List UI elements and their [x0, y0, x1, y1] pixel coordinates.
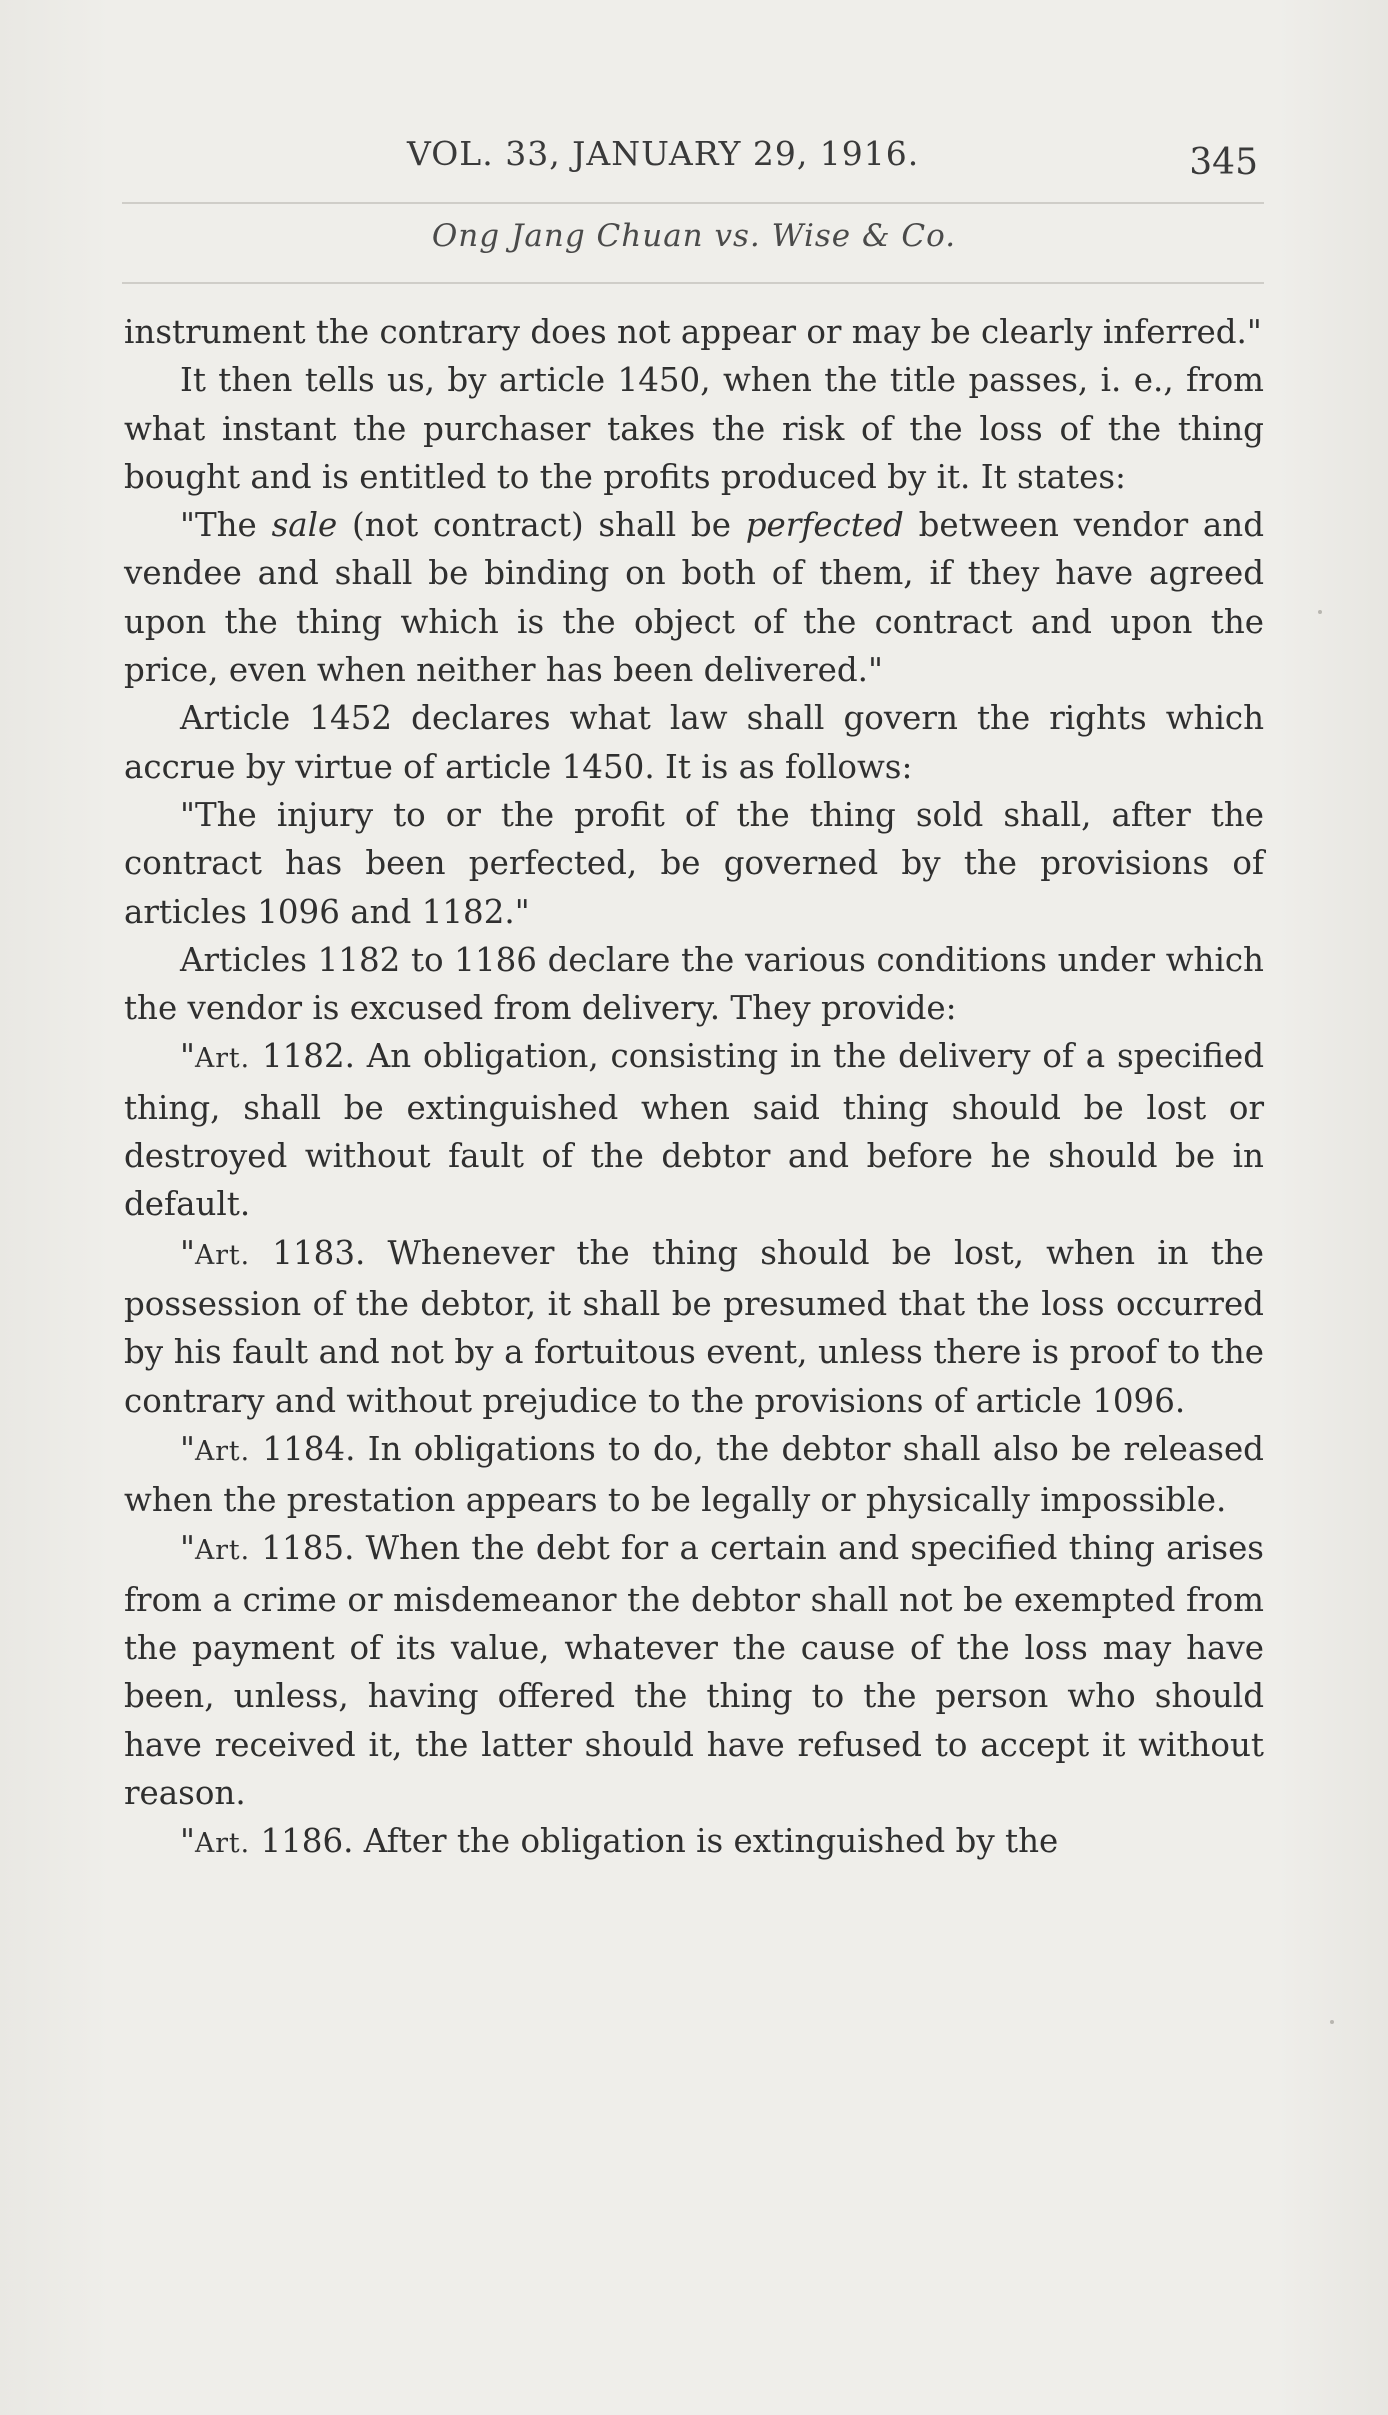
paragraph-article-1450-quote: "The sale (not contract) shall be perfected between vendor and vendee and shall be binding on both of them, if they have agreed upon the thing which is the object of the contract and upon the price, even when neither has been delivered.": [124, 506, 1264, 690]
paragraph-art-1186: "Art. 1186. After the obligation is extinguished by the: [180, 1822, 1059, 1861]
emphasis-perfected: perfected: [745, 506, 904, 545]
art-label: Art.: [194, 1043, 251, 1075]
art-label: Art.: [194, 1239, 251, 1271]
running-head: VOL. 33, JANUARY 29, 1916.: [407, 134, 920, 173]
case-title: Ong Jang Chuan vs. Wise & Co.: [431, 218, 957, 254]
paragraph-articles-1182-1186-intro: Articles 1182 to 1186 declare the various conditions under which the vendor is excused from delivery. They provide:: [124, 940, 1264, 1028]
paragraph-article-1452-intro: Article 1452 declares what law shall govern the rights which accrue by virtue of article 1450. It is as follows:: [124, 699, 1264, 786]
art-label: Art.: [194, 1535, 251, 1567]
page-body: [124, 308, 1264, 1869]
paragraph-continuation: instrument the contrary does not appear or may be clearly inferred.": [124, 313, 1262, 351]
paragraph-article-1450-intro: It then tells us, by article 1450, when the title passes, i. e., from what instant the purchaser takes the risk of the loss of the thing bought and is entitled to the profits produced by it. It states:: [124, 361, 1264, 496]
paper-speck: [1330, 2020, 1334, 2024]
page-header: [122, 128, 1264, 188]
page-number: 345: [1189, 142, 1258, 183]
paragraph-article-1452-quote: "The injury to or the profit of the thing sold shall, after the contract has been perfected, be governed by the provisions of articles 1096 and 1182.": [124, 795, 1264, 931]
paper-speck: [1318, 610, 1322, 614]
paragraph-art-1184: "Art. 1184. In obligations to do, the debtor shall also be released when the prestation appears to be legally or physically impossible.: [124, 1429, 1264, 1520]
header-rule-bottom: [122, 282, 1264, 284]
paragraph-art-1183: "Art. 1183. Whenever the thing should be lost, when in the possession of the debtor, it shall be presumed that the loss occurred by his fault and not by a fortuitous event, unless there is proof to the contrary and without prejudice to the provisions of article 1096.: [124, 1233, 1264, 1420]
art-label: Art.: [194, 1435, 251, 1467]
paragraph-art-1185: "Art. 1185. When the debt for a certain and specified thing arises from a crime or misdemeanor the debtor shall not be exempted from the payment of its value, whatever the cause of the loss may have been, unless, having offered the thing to the person who should have received it, the latter should have refused to accept it without reason.: [124, 1529, 1264, 1812]
header-rule-top: [122, 202, 1264, 204]
emphasis-sale: sale: [271, 506, 338, 545]
art-label: Art.: [194, 1828, 251, 1860]
paragraph-art-1182: "Art. 1182. An obligation, consisting in the delivery of a specified thing, shall be extinguished when said thing should be lost or destroyed without fault of the debtor and before he should be in default.: [124, 1037, 1264, 1224]
